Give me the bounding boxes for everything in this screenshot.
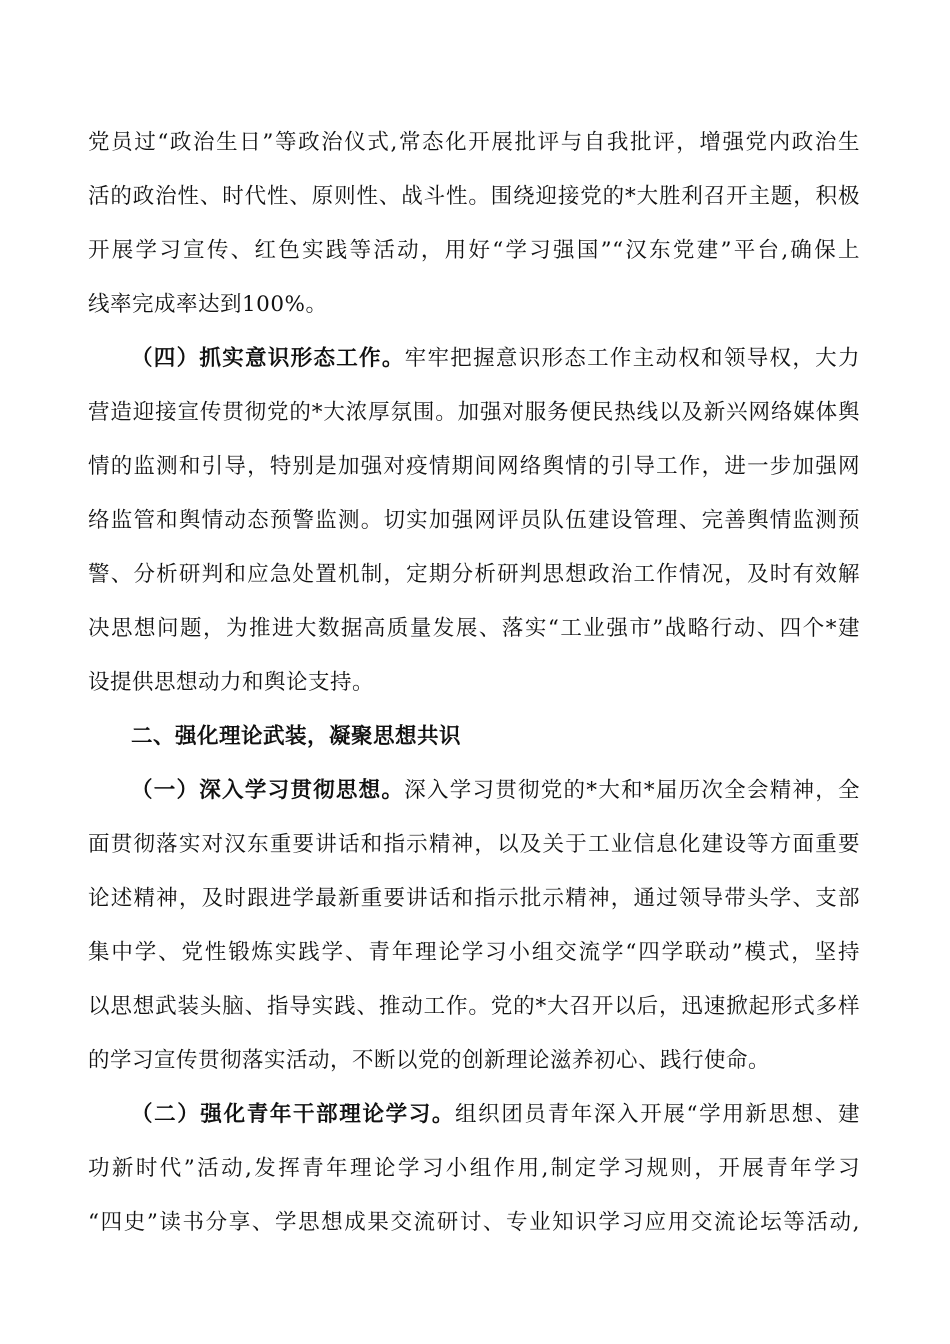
p2-line-2: 营造迎接宣传贯彻党的*大浓厚氛围。加强对服务便民热线以及新兴网络媒体舆 bbox=[88, 400, 860, 425]
p4-line-1 bbox=[131, 1100, 860, 1130]
p4-heading: （二）强化青年干部理论学习。 bbox=[131, 1102, 456, 1127]
p2-line-1-text: 牢牢把握意识形态工作主动权和领导权，大力 bbox=[404, 346, 860, 371]
p1-line-1: 党员过“政治生日”等政治仪式,常态化开展批评与自我批评，增强党内政治生 bbox=[88, 130, 860, 155]
p4-line-2: 功新时代”活动,发挥青年理论学习小组作用,制定学习规则，开展青年学习 bbox=[88, 1156, 860, 1181]
p3-line-5: 以思想武装头脑、指导实践、推动工作。党的*大召开以后，迅速掀起形式多样 bbox=[88, 994, 860, 1019]
p3-line-1 bbox=[131, 776, 860, 806]
section-heading: 二、强化理论武装，凝聚思想共识 bbox=[131, 724, 462, 749]
p1-line-4: 线率完成率达到100%。 bbox=[88, 292, 328, 317]
p1-line-3: 开展学习宣传、红色实践等活动，用好“学习强国”“汉东党建”平台,确保上 bbox=[88, 238, 860, 263]
p3-line-4: 集中学、党性锻炼实践学、青年理论学习小组交流学“四学联动”模式，坚持 bbox=[88, 940, 860, 965]
p3-line-2: 面贯彻落实对汉东重要讲话和指示精神，以及关于工业信息化建设等方面重要 bbox=[88, 832, 860, 857]
p2-line-3: 情的监测和引导，特别是加强对疫情期间网络舆情的引导工作，进一步加强网 bbox=[88, 454, 860, 479]
p3-line-3: 论述精神，及时跟进学最新重要讲话和指示批示精神，通过领导带头学、支部 bbox=[88, 886, 860, 911]
p1-line-2: 活的政治性、时代性、原则性、战斗性。围绕迎接党的*大胜利召开主题，积极 bbox=[88, 184, 860, 209]
p4-line-3: “四史”读书分享、学思想成果交流研讨、专业知识学习应用交流论坛等活动, bbox=[88, 1210, 860, 1235]
p3-line-1-text: 深入学习贯彻党的*大和*届历次全会精神，全 bbox=[404, 778, 860, 803]
p3-heading: （一）深入学习贯彻思想。 bbox=[131, 778, 405, 803]
p2-line-6: 决思想问题，为推进大数据高质量发展、落实“工业强市”战略行动、四个*建 bbox=[88, 616, 860, 641]
p2-heading: （四）抓实意识形态工作。 bbox=[131, 346, 405, 371]
p2-line-7: 设提供思想动力和舆论支持。 bbox=[88, 670, 375, 695]
p4-line-1-text: 组织团员青年深入开展“学用新思想、建 bbox=[455, 1102, 860, 1127]
p2-line-1 bbox=[131, 344, 860, 374]
p2-line-4: 络监管和舆情动态预警监测。切实加强网评员队伍建设管理、完善舆情监测预 bbox=[88, 508, 860, 533]
p2-line-5: 警、分析研判和应急处置机制，定期分析研判思想政治工作情况，及时有效解 bbox=[88, 562, 860, 587]
p3-line-6: 的学习宣传贯彻落实活动，不断以党的创新理论滋养初心、践行使命。 bbox=[88, 1048, 771, 1073]
